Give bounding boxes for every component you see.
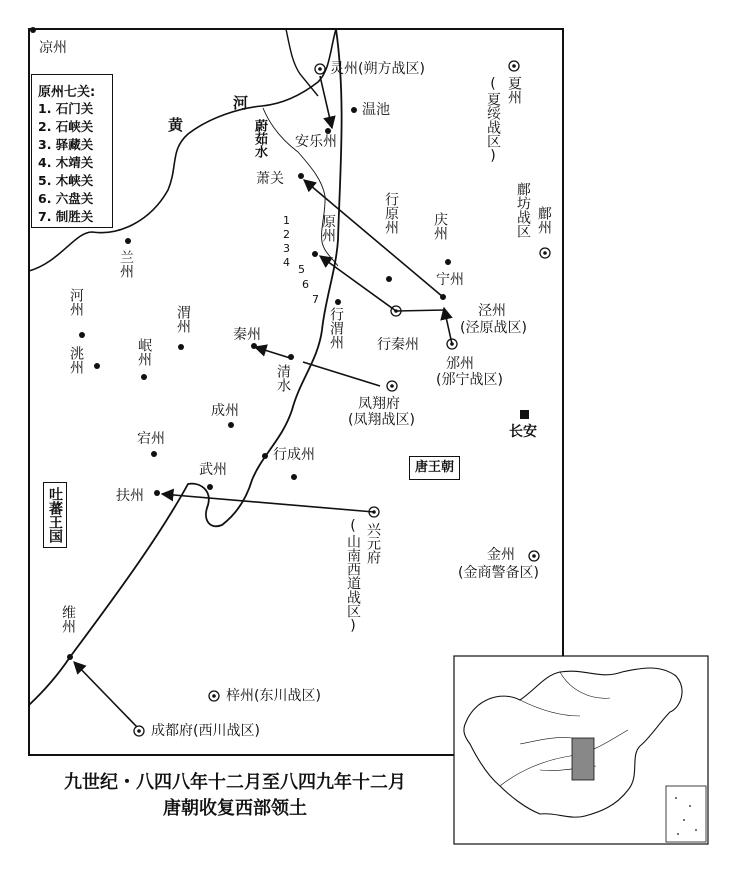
- pass-number: 5: [298, 263, 305, 276]
- place-xiazhou-district: (夏绥战区): [485, 76, 501, 164]
- place-lanzhou: 兰州: [118, 250, 134, 278]
- place-xingcheng: 行成州: [273, 447, 315, 463]
- pass-number: 2: [283, 228, 290, 241]
- place-anle: 安乐州: [295, 134, 337, 150]
- place-xiazhou: 夏州: [506, 76, 522, 104]
- inset-map: [454, 656, 708, 844]
- place-jinshang: (金商警备区): [458, 565, 539, 581]
- place-ningzhou: 宁州: [436, 272, 464, 288]
- place-xingyuan: 行原州: [383, 192, 399, 234]
- place-weizhou2: 维州: [60, 605, 76, 633]
- map-title: 九世纪・八四八年十二月至八四九年十二月: [64, 772, 406, 793]
- place-yuanzhou: 原州: [320, 214, 336, 242]
- map-subtitle: 唐朝收复西部领土: [163, 798, 307, 819]
- place-zizhou: 梓州(东川战区): [226, 688, 321, 704]
- place-binzhou: 邠州: [446, 356, 474, 372]
- place-qinzhou: 秦州: [233, 327, 261, 343]
- legend-item: 2. 石峡关: [38, 119, 94, 134]
- place-xingyuanfu: 兴元府: [365, 522, 381, 564]
- legend-item: 4. 木靖关: [38, 155, 94, 170]
- legend-title: 原州七关:: [38, 85, 96, 100]
- place-fangzhou: 鄜州: [536, 206, 552, 234]
- place-weizhou: 渭州: [175, 305, 191, 333]
- pass-number: 4: [283, 256, 290, 269]
- place-chengdu: 成都府(西川战区): [151, 723, 260, 739]
- tubo-kingdom-label: 吐蕃王国: [43, 482, 67, 548]
- place-liangzhou: 凉州: [39, 40, 67, 56]
- legend-item: 7. 制胜关: [38, 209, 94, 224]
- place-fengxiang: 凤翔府: [358, 396, 400, 412]
- place-jingyuan: (泾原战区): [460, 320, 527, 336]
- place-xiaoguan: 萧关: [256, 171, 284, 187]
- legend-box: [31, 74, 113, 228]
- place-hezhou: 河州: [68, 288, 84, 316]
- place-binning: (邠宁战区): [436, 372, 503, 388]
- place-fuzhou: 扶州: [116, 488, 144, 504]
- river-label-huang: 黄: [168, 116, 184, 134]
- legend-item: 6. 六盘关: [38, 191, 94, 206]
- tang-dynasty-label: 唐王朝: [409, 456, 460, 480]
- legend-item: 3. 驿藏关: [38, 137, 94, 152]
- place-xingqin: 行秦州: [377, 337, 419, 353]
- place-shannan: (山南西道战区): [345, 518, 361, 634]
- place-fengxiang-district: (凤翔战区): [348, 412, 415, 428]
- pass-number: 7: [312, 293, 319, 306]
- legend-item: 5. 木峡关: [38, 173, 94, 188]
- place-tanzhou: 宕州: [137, 431, 165, 447]
- place-taozhou: 洮州: [68, 346, 84, 374]
- place-fangzhou-district: 鄜坊战区: [515, 182, 531, 238]
- pass-number: 3: [283, 242, 290, 255]
- place-wenchi: 温池: [362, 102, 390, 118]
- place-lingzhou: 灵州(朔方战区): [330, 61, 425, 77]
- river-label-he: 河: [233, 94, 249, 112]
- legend-item: 1. 石门关: [38, 101, 94, 116]
- changan-square: [520, 410, 529, 419]
- place-wuzhou: 武州: [199, 462, 227, 478]
- place-qingzhou: 庆州: [432, 212, 448, 240]
- place-chengzhou: 成州: [211, 403, 239, 419]
- place-xingwei: 行渭州: [328, 307, 344, 349]
- place-changan: 长安: [509, 424, 537, 440]
- place-minzhou: 岷州: [136, 338, 152, 366]
- place-jingzhou: 泾州: [478, 303, 506, 319]
- river-label-qingshui: 清水: [275, 364, 291, 392]
- pass-number: 1: [283, 214, 290, 227]
- pass-number: 6: [302, 278, 309, 291]
- river-label-weiru: 蔚茹水: [252, 119, 267, 158]
- place-jinzhou: 金州: [487, 547, 515, 563]
